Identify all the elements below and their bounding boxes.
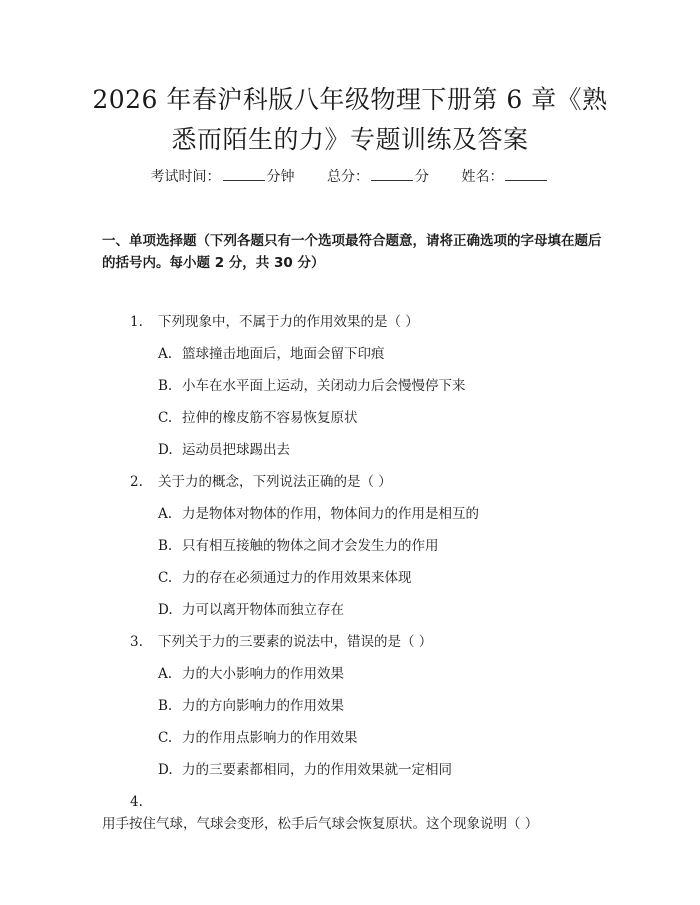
question-text: 关于力的概念，下列说法正确的是（ ）: [158, 474, 392, 490]
option-letter: B.: [158, 378, 173, 394]
option-2d: [158, 599, 598, 621]
score-blank: [371, 166, 413, 181]
title-line-2: 悉而陌生的力》专题训练及答案: [171, 125, 529, 154]
option-text: 运动员把球踢出去: [182, 442, 290, 458]
option-letter: D.: [158, 442, 173, 458]
question-text: 用手按住气球，气球会变形，松手后气球会恢复原状。这个现象说明（ ）: [102, 816, 539, 832]
option-text: 力的三要素都相同，力的作用效果就一定相同: [182, 762, 452, 778]
question-3: [102, 631, 602, 653]
option-3c: [158, 727, 598, 749]
option-letter: A.: [158, 346, 173, 362]
name-field: [461, 166, 549, 187]
option-letter: C.: [158, 570, 173, 586]
option-2b: [158, 535, 598, 557]
option-1d: [158, 439, 598, 461]
option-letter: C.: [158, 730, 173, 746]
option-letter: B.: [158, 698, 173, 714]
exam-time-label: 考试时间：: [150, 169, 221, 185]
title-line-1: 2026 年春沪科版八年级物理下册第 6 章《熟: [92, 85, 608, 114]
option-text: 篮球撞击地面后，地面会留下印痕: [182, 346, 385, 362]
option-letter: A.: [158, 506, 173, 522]
document-title: [60, 80, 640, 160]
question-1: [102, 311, 602, 333]
option-text: 力的存在必须通过力的作用效果来体现: [182, 570, 412, 586]
option-3d: [158, 759, 598, 781]
score-field: [327, 166, 429, 187]
section-1-heading: 一、单项选择题（下列各题只有一个选项最符合题意，请将正确选项的字母填在题后的括号内。每小题 2 分，共 30 分）: [102, 233, 602, 271]
option-1a: [158, 343, 598, 365]
option-text: 力是物体对物体的作用，物体间力的作用是相互的: [182, 506, 479, 522]
question-number: 2.: [130, 474, 143, 490]
option-2c: [158, 567, 598, 589]
option-letter: D.: [158, 762, 173, 778]
option-1c: [158, 407, 598, 429]
option-text: 力的作用点影响力的作用效果: [182, 730, 358, 746]
question-4: [102, 791, 592, 835]
option-3a: [158, 663, 598, 685]
question-2: [102, 471, 602, 493]
exam-info-row: [0, 166, 700, 187]
option-text: 力可以离开物体而独立存在: [182, 602, 344, 618]
name-label: 姓名：: [461, 169, 504, 185]
option-3b: [158, 695, 598, 717]
exam-time-field: [151, 166, 295, 187]
option-text: 拉伸的橡皮筋不容易恢复原状: [182, 410, 358, 426]
question-number: 4.: [130, 794, 143, 810]
option-letter: A.: [158, 666, 173, 682]
option-text: 只有相互接触的物体之间才会发生力的作用: [182, 538, 439, 554]
option-letter: D.: [158, 602, 173, 618]
option-text: 小车在水平面上运动，关闭动力后会慢慢停下来: [182, 378, 466, 394]
exam-time-unit: 分钟: [266, 169, 295, 185]
exam-time-blank: [223, 166, 265, 181]
option-2a: [158, 503, 598, 525]
option-text: 力的方向影响力的作用效果: [182, 698, 344, 714]
option-1b: [158, 375, 598, 397]
question-number: 1.: [130, 314, 143, 330]
question-text: 下列关于力的三要素的说法中，错误的是（ ）: [158, 634, 433, 650]
question-text: 下列现象中，不属于力的作用效果的是（ ）: [158, 314, 419, 330]
name-blank: [505, 166, 547, 181]
option-letter: C.: [158, 410, 173, 426]
score-label: 总分：: [327, 169, 369, 185]
option-letter: B.: [158, 538, 173, 554]
option-text: 力的大小影响力的作用效果: [182, 666, 344, 682]
question-number: 3.: [130, 634, 143, 650]
score-unit: 分: [415, 169, 429, 185]
